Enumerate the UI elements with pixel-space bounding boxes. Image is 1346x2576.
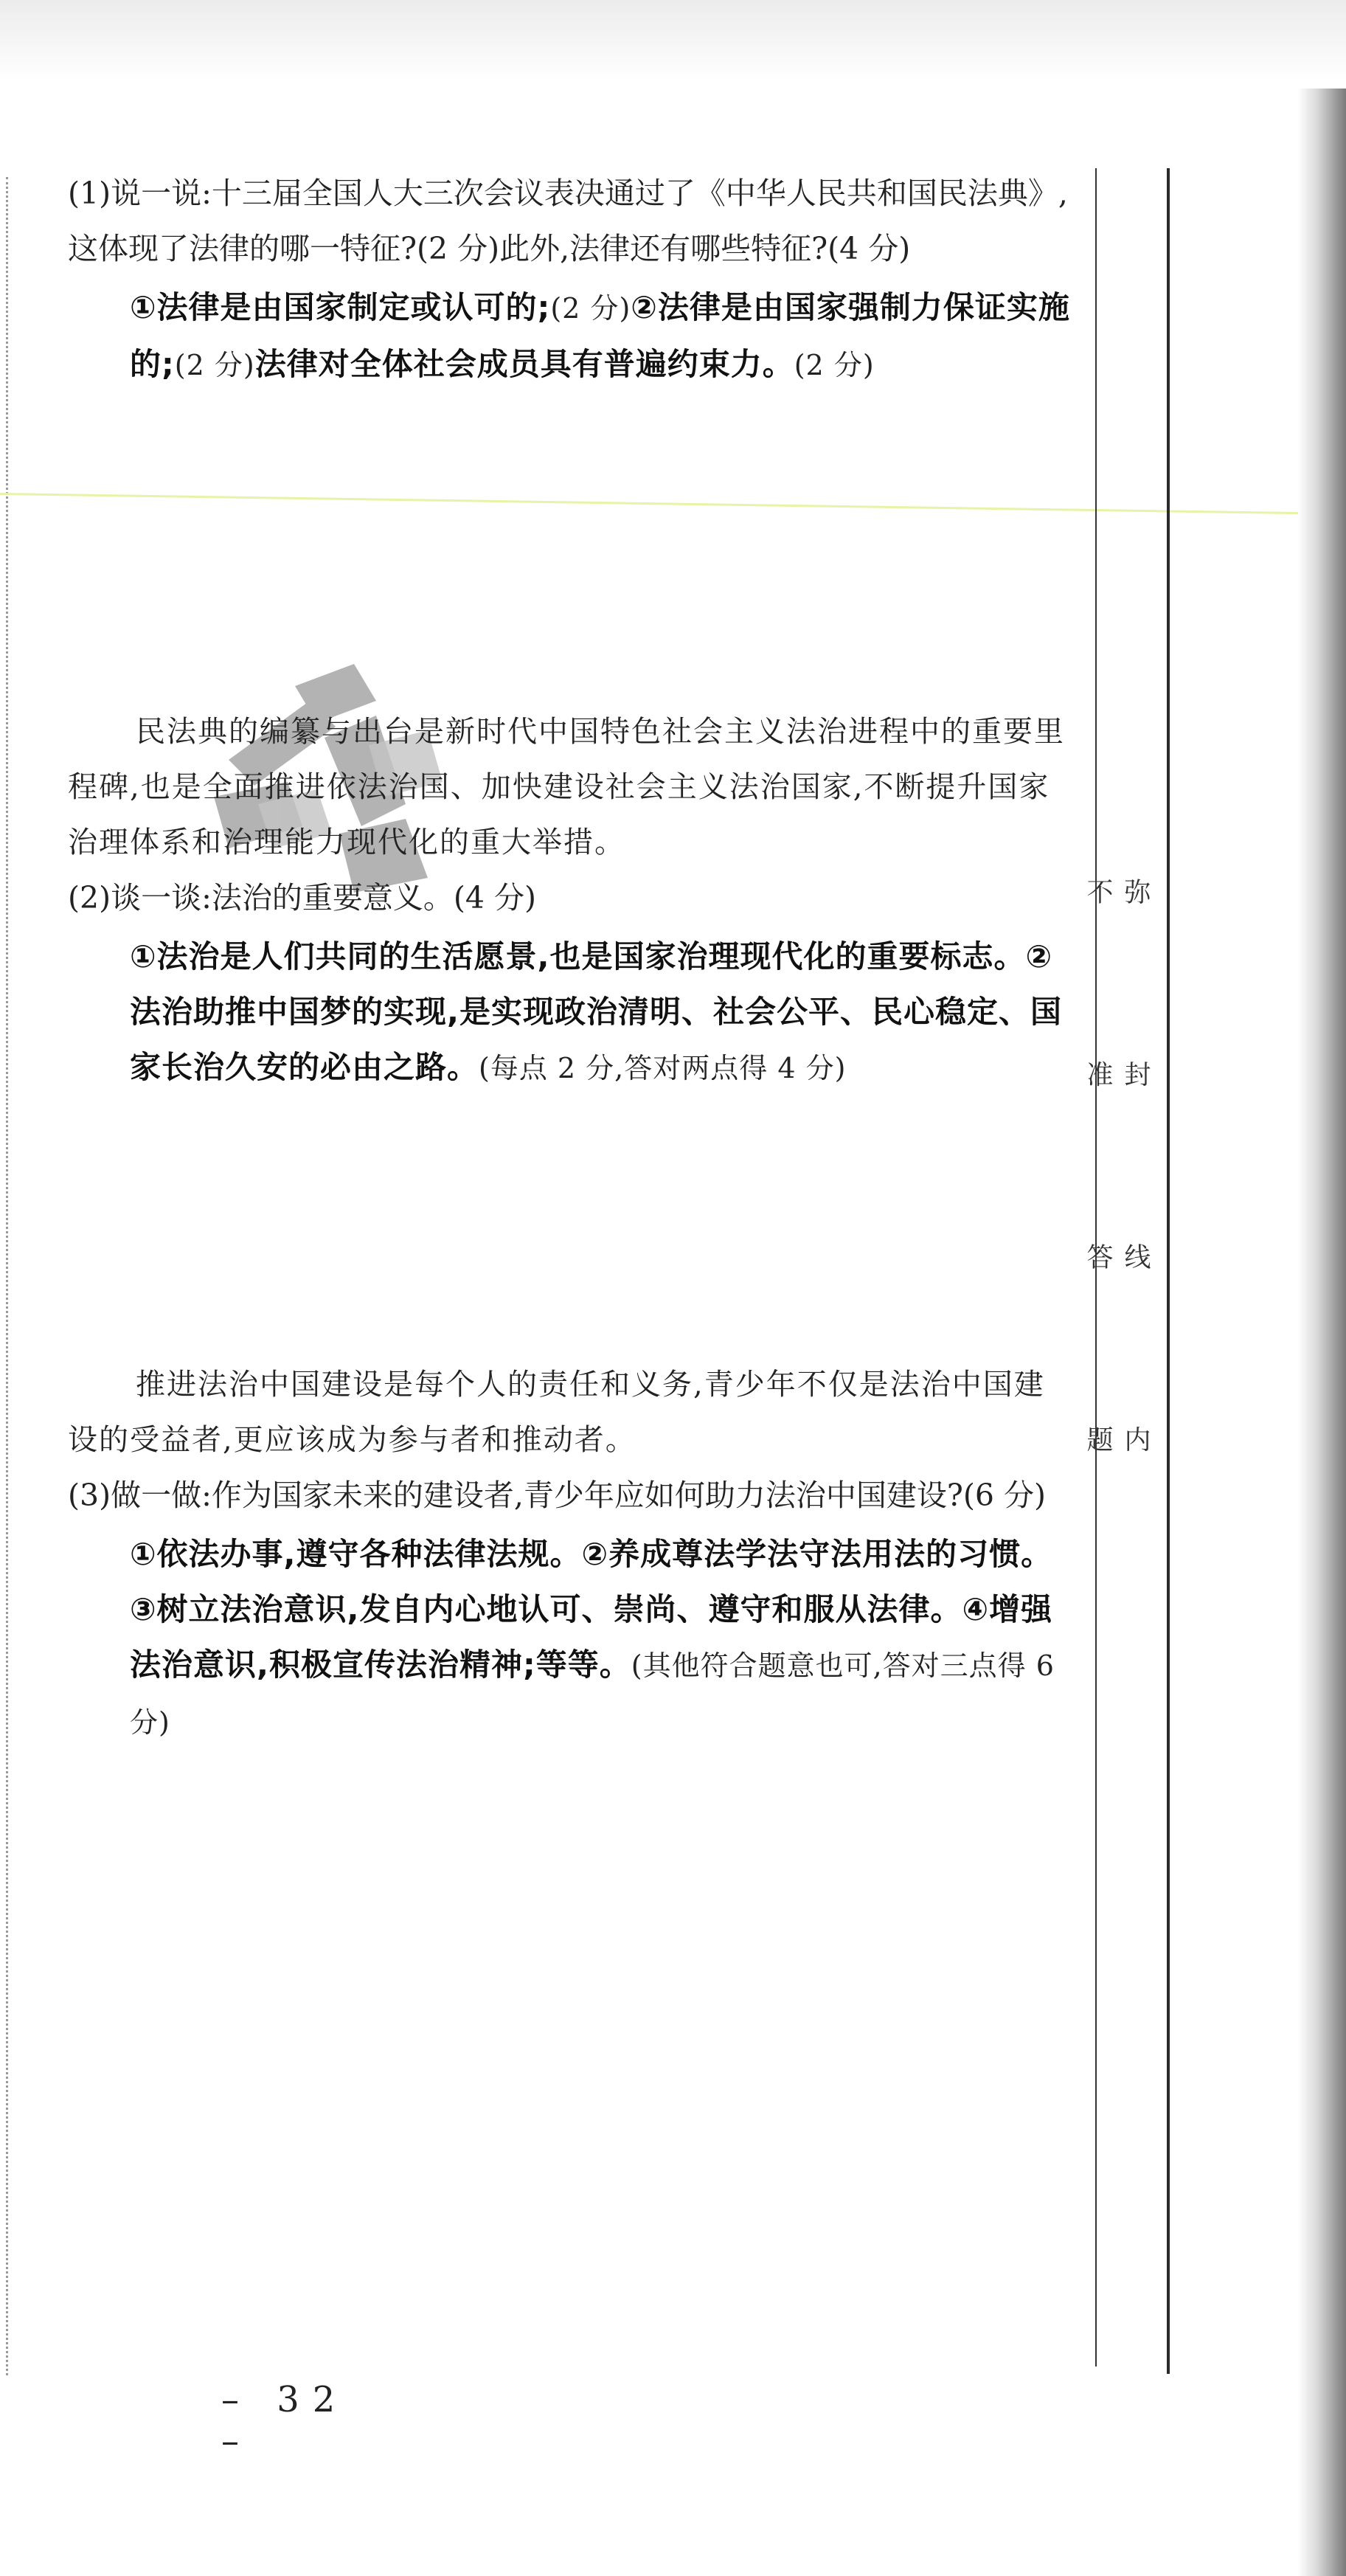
question-3-answer — [68, 1526, 1071, 1751]
answer-1-part-2: ②法律是由国家强制力保证实施的; — [130, 289, 1070, 382]
binding-shadow — [1298, 89, 1346, 2576]
answer-3-text: ①依法办事,遵守各种法律法规。②养成尊法学法守法用法的习惯。③树立法治意识,发自内心地认可、崇尚、遵守和服从法律。④增强法治意识,积极宣传法治精神;等等。 — [130, 1536, 1053, 1683]
seal-line-outer — [1167, 168, 1170, 2374]
page-number: – 32 – — [221, 2379, 349, 2462]
answer-1-score-1: (2 分) — [550, 292, 631, 325]
question-2-block — [68, 704, 1071, 1096]
question-2-answer — [68, 929, 1071, 1096]
answer-3-scoring-note: (其他符合题意也可,答对三点得 6 分) — [130, 1649, 1055, 1739]
question-1-text: (1)说一说:十三届全国人大三次会议表决通过了《中华人民共和国民法典》,这体现了法律的哪一特征?(2 分)此外,法律还有哪些特征?(4 分) — [68, 176, 1068, 266]
question-1-answer — [68, 280, 1071, 393]
scan-top-edge — [0, 0, 1346, 81]
answer-2-scoring-note: (每点 2 分,答对两点得 4 分) — [479, 1052, 847, 1084]
question-3-text: (3)做一做:作为国家未来的建设者,青少年应如何助力法治中国建设?(6 分) — [68, 1478, 1047, 1513]
material-2-text: 民法典的编纂与出台是新时代中国特色社会主义法治进程中的重要里程碑,也是全面推进依法治国、加快建设社会主义法治国家,不断提升国家治理体系和治理能力现代化的重大举措。 — [68, 715, 1065, 859]
question-2-text: (2)谈一谈:法治的重要意义。(4 分) — [68, 880, 536, 915]
question-1-block — [68, 166, 1071, 393]
answer-1-part-1: ①法律是由国家制定或认可的; — [130, 289, 551, 325]
answer-1-score-2: (2 分) — [174, 349, 255, 381]
question-3-block — [68, 1357, 1071, 1751]
material-3-text: 推进法治中国建设是每个人的责任和义务,青少年不仅是法治中国建设的受益者,更应该成为参与者和推动者。 — [68, 1368, 1045, 1457]
seal-line-notice: 弥 封 线 内 不 准 答 题 — [1083, 878, 1151, 1526]
answer-2-text: ①法治是人们共同的生活愿景,也是国家治理现代化的重要标志。②法治助推中国梦的实现,是实现政治清明、社会公平、民心稳定、国家长治久安的必由之路。 — [130, 938, 1062, 1085]
answer-1-part-3: 法律对全体社会成员具有普遍约束力。 — [254, 346, 794, 382]
left-dotted-border — [6, 177, 8, 2375]
answer-1-score-3: (2 分) — [794, 349, 875, 381]
highlight-stroke — [0, 493, 1320, 515]
